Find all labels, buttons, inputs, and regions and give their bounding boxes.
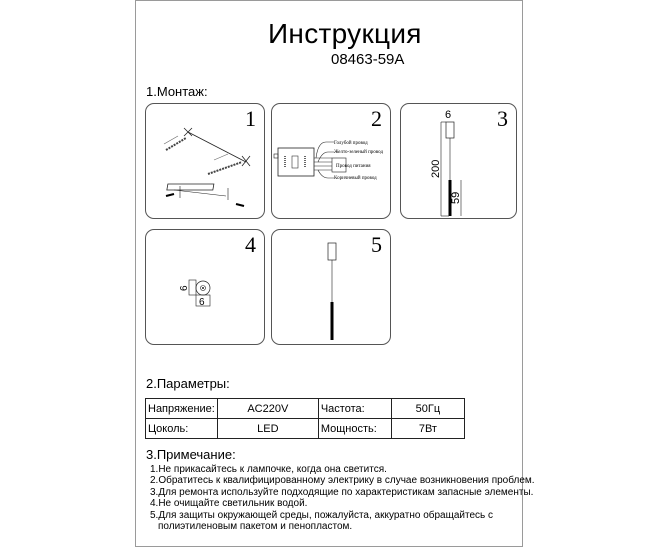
note-item-continuation: полиэтиленовым пакетом и пенопластом. [158, 521, 353, 533]
dimension-drawing-illustration [401, 104, 518, 220]
pendant-illustration [272, 230, 392, 346]
panel-4-canopy [145, 229, 265, 345]
param-label: Частота: [318, 399, 391, 419]
param-label: Цоколь: [146, 419, 218, 439]
note-item: 3.Для ремонта используйте подходящие по характеристикам запасные элементы. [150, 486, 534, 498]
dim-width-label: 6 [199, 297, 205, 308]
bracket-screws-illustration [146, 104, 266, 220]
note-item: 2.Обратитесь к квалифицированному электрику в случае возникновения проблем. [150, 475, 535, 487]
dim-tube-label: 59 [450, 191, 462, 204]
param-value: 50Гц [391, 399, 464, 419]
note-item: 4.Не очищайте светильник водой. [150, 498, 308, 510]
panel-number: 3 [497, 106, 508, 131]
panel-5-assembled [271, 229, 391, 345]
notes-list [150, 464, 535, 532]
wire-label-power: Провод питания [336, 164, 371, 169]
panel-number: 2 [371, 106, 382, 131]
wire-label-brown: Коричневый провод [334, 176, 377, 181]
param-value: AC220V [217, 399, 318, 419]
panel-1-mounting-bracket [145, 103, 265, 219]
dim-width-label: 6 [445, 109, 452, 121]
dim-height-label: 200 [430, 159, 442, 178]
model-code: 08463-59A [331, 51, 405, 68]
parameters-table [145, 398, 465, 439]
mounting-heading: 1.Монтаж: [146, 84, 208, 99]
notes-heading: 3.Примечание: [146, 447, 236, 462]
panel-number: 4 [245, 232, 256, 257]
param-label: Напряжение: [146, 399, 218, 419]
parameters-heading: 2.Параметры: [146, 376, 230, 391]
terminal-block-illustration [272, 104, 392, 220]
table-row [146, 419, 465, 439]
dim-height-label: 6 [179, 285, 190, 291]
panel-2-wiring [271, 103, 391, 219]
param-label: Мощность: [318, 419, 391, 439]
note-item: 1.Не прикасайтесь к лампочке, когда она светится. [150, 464, 387, 475]
panel-number: 5 [371, 232, 382, 257]
wire-label-blue: Голубой провод [334, 141, 368, 146]
param-value: LED [217, 419, 318, 439]
table-row [146, 399, 465, 419]
param-value: 7Вт [391, 419, 464, 439]
canopy-illustration [146, 230, 266, 346]
wire-label-yellow-green: Желто-зеленый провод [334, 150, 383, 155]
note-item: 5.Для защиты окружающей среды, пожалуйста, аккуратно обращайтесь с [150, 509, 494, 521]
panel-number: 1 [245, 106, 256, 131]
panel-3-dimensions [400, 103, 517, 219]
page-title: Инструкция [268, 18, 422, 49]
